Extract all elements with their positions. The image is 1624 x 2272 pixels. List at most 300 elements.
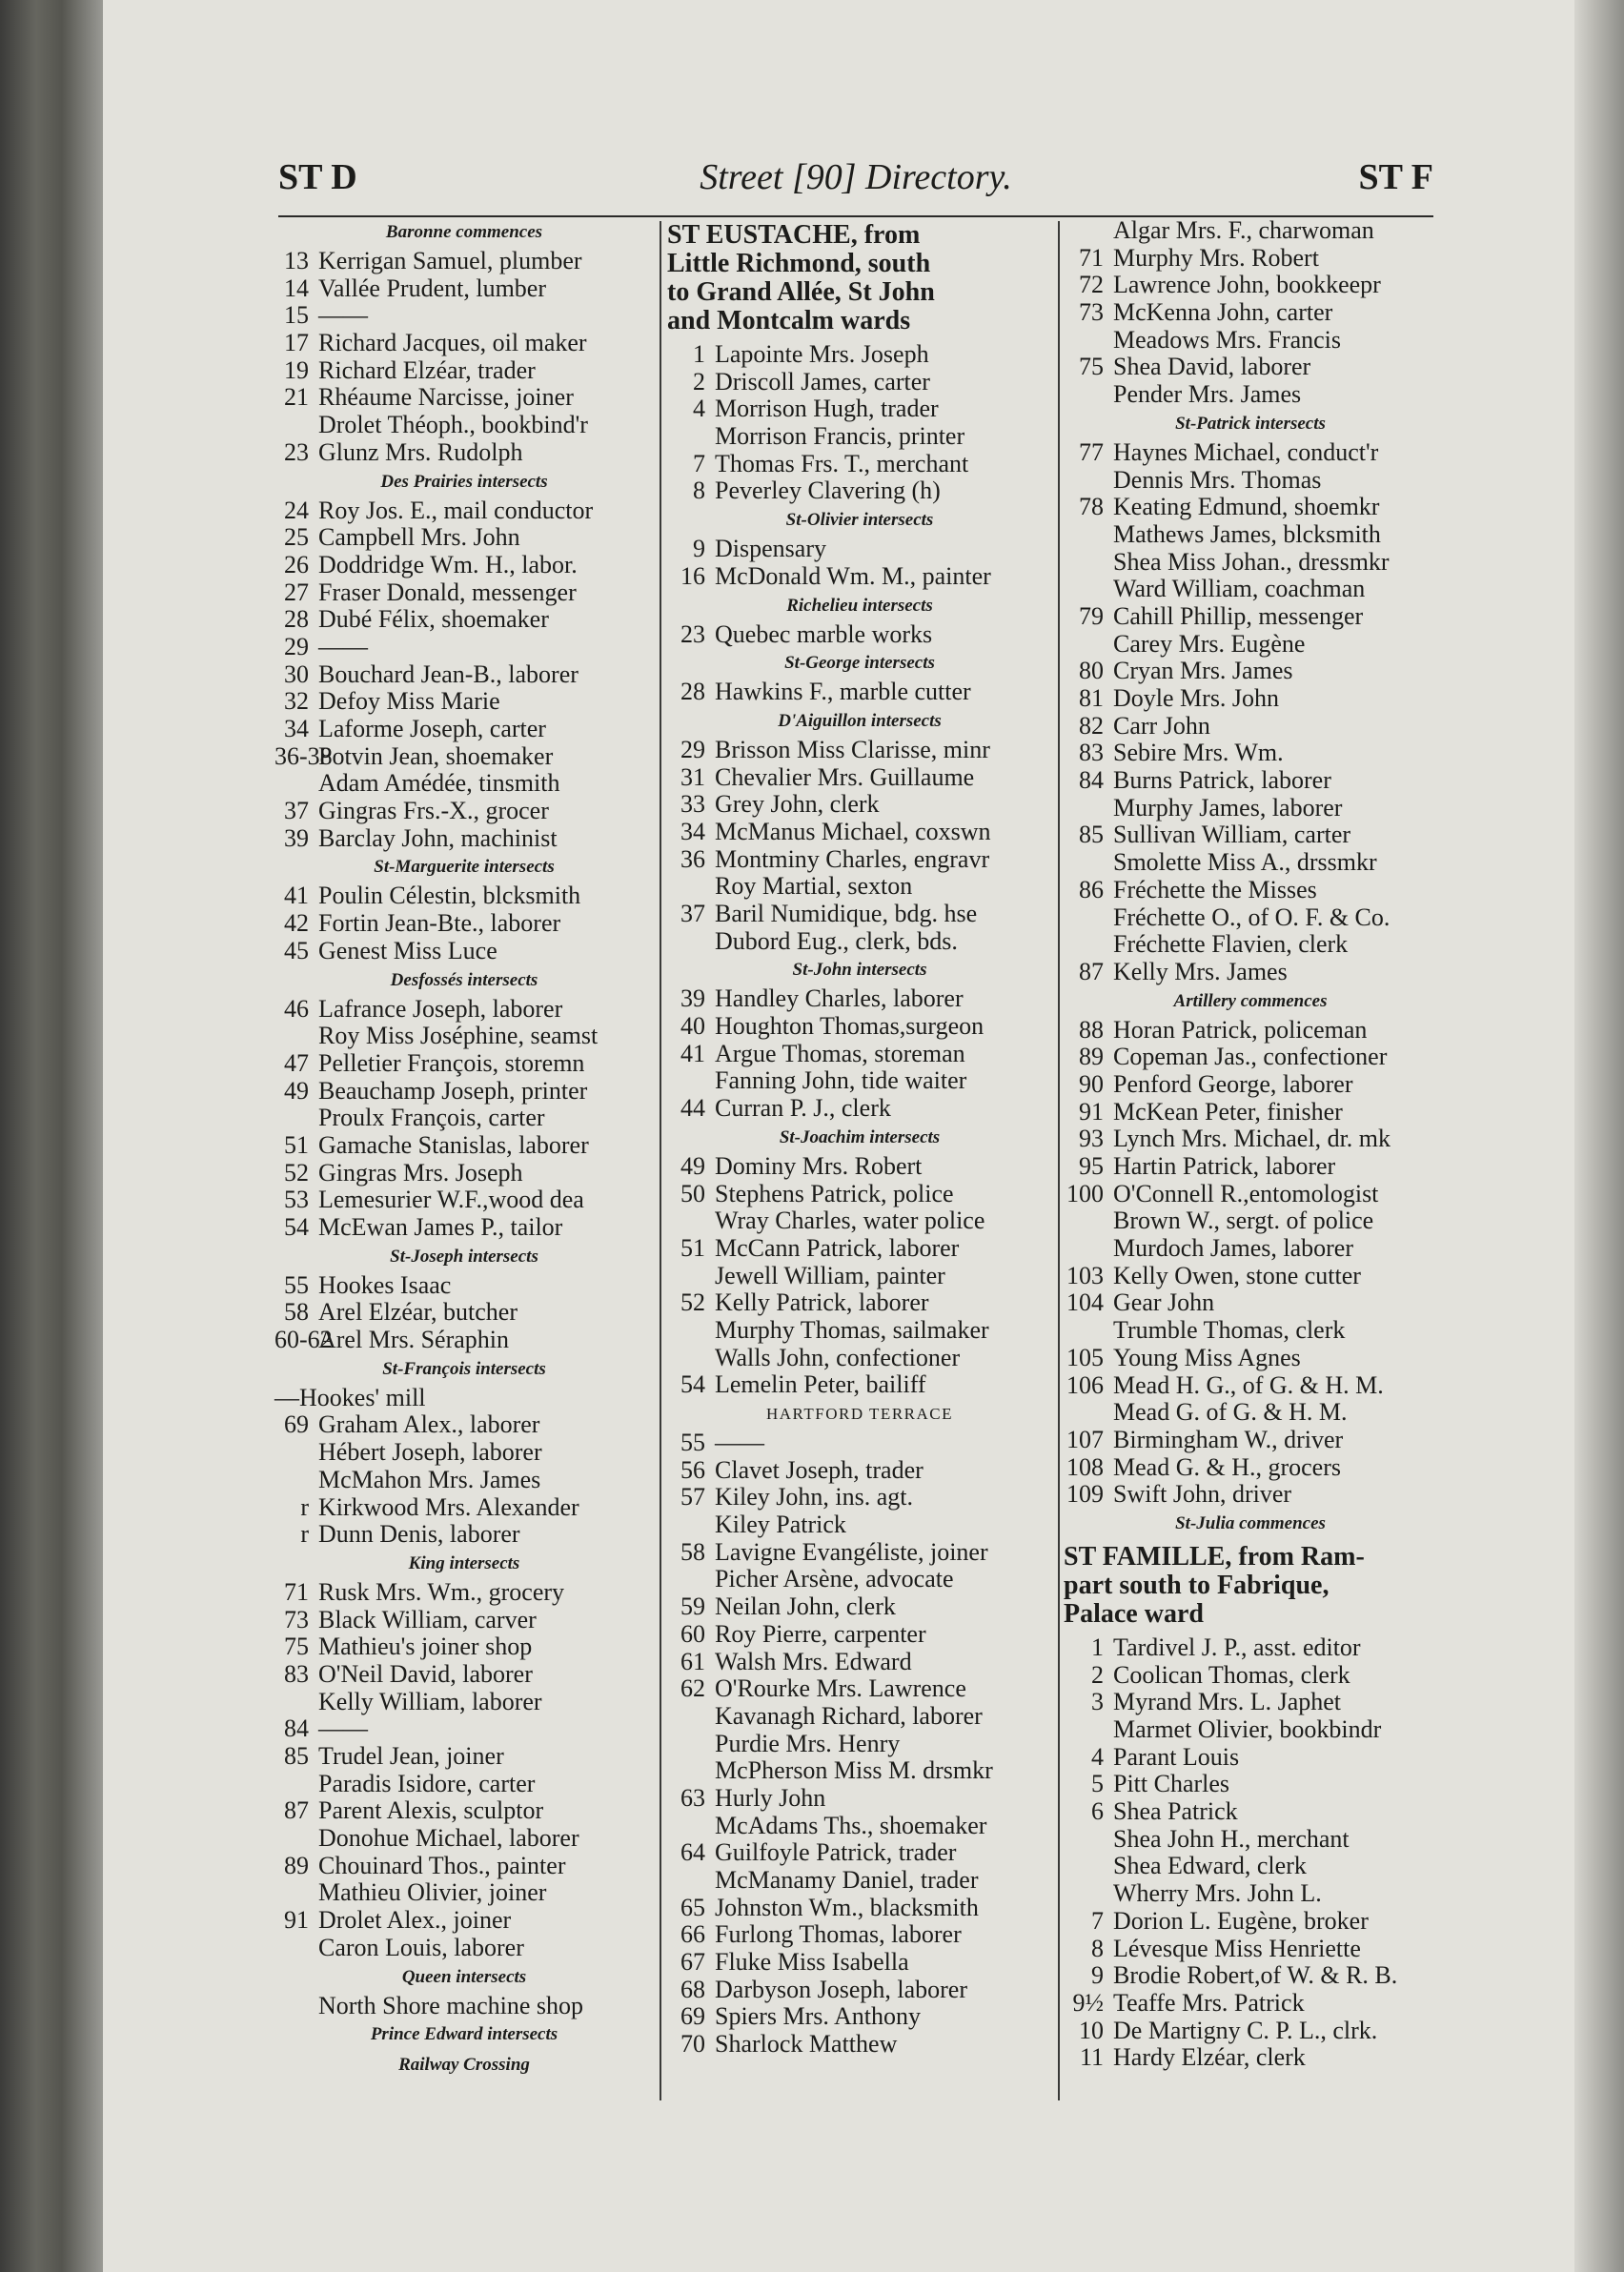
resident-entry: —— xyxy=(715,1429,764,1456)
resident-entry: Doyle Mrs. John xyxy=(1113,684,1280,712)
directory-entry xyxy=(1064,467,1437,495)
house-number xyxy=(667,423,715,451)
house-number: 82 xyxy=(1079,711,1104,740)
directory-entry xyxy=(667,1757,1052,1785)
directory-entry xyxy=(1064,1936,1437,1963)
resident-entry: Kelly Owen, stone cutter xyxy=(1113,1261,1361,1289)
directory-entry xyxy=(274,661,654,689)
directory-entry xyxy=(1064,767,1437,795)
directory-entry xyxy=(667,1263,1052,1290)
house-number: 51 xyxy=(284,1130,309,1159)
house-number: 19 xyxy=(284,355,309,384)
directory-entry xyxy=(274,634,654,661)
resident-entry: Arel Mrs. Séraphin xyxy=(318,1326,510,1354)
house-number: 39 xyxy=(284,823,309,852)
directory-entry xyxy=(274,1907,654,1935)
resident-entry: Darbyson Joseph, laborer xyxy=(715,1975,967,2003)
house-number xyxy=(667,1345,715,1372)
directory-entry xyxy=(1064,1263,1437,1290)
running-title: Street [90] Directory. xyxy=(700,157,1012,197)
directory-entry xyxy=(274,1935,654,1962)
resident-entry: McKean Peter, finisher xyxy=(1113,1097,1343,1126)
house-number: 32 xyxy=(284,687,309,716)
house-number: 89 xyxy=(284,1851,309,1879)
directory-entry xyxy=(274,1272,654,1300)
directory-entry xyxy=(1064,576,1437,603)
house-number xyxy=(667,1511,715,1539)
resident-entry: —— xyxy=(318,632,368,660)
directory-entry xyxy=(274,1607,654,1634)
directory-entry xyxy=(274,1385,654,1412)
house-number: 15 xyxy=(284,301,309,330)
directory-entry xyxy=(1064,1454,1437,1482)
house-number: 69 xyxy=(284,1410,309,1439)
house-number: 80 xyxy=(1079,657,1104,685)
house-number: 84 xyxy=(284,1714,309,1743)
resident-entry: Wray Charles, water police xyxy=(715,1207,985,1235)
directory-entry xyxy=(667,1153,1052,1181)
house-number: 107 xyxy=(1066,1425,1104,1453)
directory-entry xyxy=(274,1879,654,1907)
column-divider-2 xyxy=(1058,221,1060,2100)
house-number: 14 xyxy=(284,274,309,302)
section-right-label: ST F xyxy=(1358,157,1433,197)
resident-entry: Picher Arsène, advocate xyxy=(715,1565,954,1593)
directory-entry xyxy=(274,1327,654,1354)
resident-entry: Young Miss Agnes xyxy=(1113,1343,1301,1371)
house-number: 13 xyxy=(284,247,309,274)
resident-entry: —Hookes' mill xyxy=(274,1383,426,1411)
house-number: 65 xyxy=(680,1893,705,1921)
directory-entry xyxy=(1064,1634,1437,1662)
directory-entry xyxy=(274,688,654,716)
street-heading xyxy=(1064,1539,1437,1634)
house-number: 108 xyxy=(1066,1452,1104,1481)
resident-entry: Spiers Mrs. Anthony xyxy=(715,2002,921,2031)
directory-entry xyxy=(274,384,654,412)
resident-entry: Stephens Patrick, police xyxy=(715,1179,954,1207)
resident-entry: Richard Elzéar, trader xyxy=(318,355,536,384)
house-number xyxy=(667,1067,715,1095)
resident-entry: Sebire Mrs. Wm. xyxy=(1113,739,1284,767)
resident-entry: Richard Jacques, oil maker xyxy=(318,329,587,357)
resident-entry: Dubord Eug., clerk, bds. xyxy=(715,926,958,955)
directory-entry xyxy=(274,1214,654,1242)
resident-entry: McAdams Ths., shoemaker xyxy=(715,1811,987,1839)
house-number: 33 xyxy=(680,790,705,819)
resident-entry: Kelly Patrick, laborer xyxy=(715,1288,929,1317)
resident-entry: Sullivan William, carter xyxy=(1113,821,1351,849)
resident-entry: Ward William, coachman xyxy=(1113,575,1366,603)
house-number xyxy=(274,412,318,439)
house-number: 1 xyxy=(693,340,705,368)
house-number: 83 xyxy=(1079,739,1104,767)
resident-entry: Hébert Joseph, laborer xyxy=(318,1438,542,1467)
cross-street-note: Queen intersects xyxy=(401,1966,527,1987)
directory-entry xyxy=(1064,877,1437,904)
directory-entry xyxy=(1064,1181,1437,1208)
house-number: 25 xyxy=(284,523,309,552)
resident-entry: Paradis Isidore, carter xyxy=(318,1769,536,1797)
resident-entry: Pelletier François, storemn xyxy=(318,1048,585,1077)
directory-entry xyxy=(667,985,1052,1013)
house-number xyxy=(1064,576,1113,603)
directory-entry xyxy=(1064,439,1437,467)
directory-column-2 xyxy=(667,217,1052,2059)
resident-entry: Penford George, laborer xyxy=(1113,1069,1353,1098)
resident-entry: Poulin Célestin, blcksmith xyxy=(318,882,581,910)
house-number xyxy=(667,1263,715,1290)
house-number: 60-62 xyxy=(274,1326,333,1354)
resident-entry: Mathews James, blcksmith xyxy=(1113,519,1381,548)
house-number: 68 xyxy=(680,1975,705,2003)
resident-entry: Lemesurier W.F.,wood dea xyxy=(318,1186,584,1214)
resident-entry: Algar Mrs. F., charwoman xyxy=(1113,216,1374,244)
resident-entry: Kiley John, ins. agt. xyxy=(715,1483,913,1511)
house-number: 95 xyxy=(1079,1152,1104,1180)
resident-entry: Kelly William, laborer xyxy=(318,1687,542,1715)
cross-street-note: D'Aiguillon intersects xyxy=(778,710,942,731)
resident-entry: Brown W., sergt. of police xyxy=(1113,1207,1374,1235)
resident-entry: Potvin Jean, shoemaker xyxy=(318,741,554,770)
house-number: 34 xyxy=(680,817,705,845)
directory-entry xyxy=(667,1511,1052,1539)
house-number: 11 xyxy=(1079,2043,1104,2072)
resident-entry: Dunn Denis, laborer xyxy=(318,1520,520,1549)
resident-entry: Roy Miss Joséphine, seamst xyxy=(318,1022,599,1050)
resident-entry: Black William, carver xyxy=(318,1605,537,1633)
directory-entry xyxy=(1064,1345,1437,1372)
house-number: 5 xyxy=(1091,1770,1104,1798)
directory-entry xyxy=(667,423,1052,451)
house-number: 100 xyxy=(1066,1179,1104,1207)
resident-entry: Mead G. & H., grocers xyxy=(1113,1452,1341,1481)
house-number: 54 xyxy=(680,1370,705,1399)
section-left-label: ST D xyxy=(278,157,357,197)
resident-entry: Lemelin Peter, bailiff xyxy=(715,1370,926,1399)
house-number: 36 xyxy=(680,844,705,873)
directory-entry xyxy=(1064,1689,1437,1716)
house-number: 39 xyxy=(680,984,705,1013)
directory-entry xyxy=(1064,1826,1437,1854)
resident-entry: Fluke Miss Isabella xyxy=(715,1948,909,1977)
directory-entry xyxy=(667,1345,1052,1372)
house-number: 71 xyxy=(284,1577,309,1606)
house-number: 3 xyxy=(1091,1688,1104,1716)
house-number xyxy=(1064,1317,1113,1345)
resident-entry: Donohue Michael, laborer xyxy=(318,1824,579,1853)
directory-entry xyxy=(274,798,654,825)
directory-entry xyxy=(1064,1235,1437,1263)
house-number xyxy=(1064,1853,1113,1880)
directory-entry xyxy=(667,1181,1052,1208)
directory-entry xyxy=(274,1299,654,1327)
resident-entry: Hartin Patrick, laborer xyxy=(1113,1152,1336,1180)
directory-entry xyxy=(667,928,1052,956)
directory-entry xyxy=(274,1633,654,1661)
directory-entry xyxy=(667,1593,1052,1621)
house-number: 28 xyxy=(284,605,309,634)
resident-entry: McKenna John, carter xyxy=(1113,298,1333,327)
house-number: 69 xyxy=(680,2002,705,2031)
resident-entry: Sharlock Matthew xyxy=(715,2030,898,2059)
resident-entry: Birmingham W., driver xyxy=(1113,1425,1344,1453)
street-heading-line: part south to Fabrique, xyxy=(1064,1570,1330,1600)
cross-street-note: Artillery commences xyxy=(1173,990,1328,1011)
house-number: 86 xyxy=(1079,875,1104,903)
house-number xyxy=(1064,931,1113,959)
directory-entry xyxy=(274,1579,654,1607)
resident-entry: Walsh Mrs. Edward xyxy=(715,1647,912,1675)
directory-entry xyxy=(274,910,654,938)
resident-entry: Kavanagh Richard, laborer xyxy=(715,1701,983,1730)
terrace-heading: HARTFORD TERRACE xyxy=(766,1405,953,1423)
resident-entry: Morrison Francis, printer xyxy=(715,422,965,451)
house-number: 42 xyxy=(284,909,309,938)
directory-entry xyxy=(274,412,654,439)
resident-entry: Cahill Phillip, messenger xyxy=(1113,601,1364,630)
house-number xyxy=(1064,549,1113,577)
resident-entry: McEwan James P., tailor xyxy=(318,1213,563,1241)
directory-entry xyxy=(1064,1044,1437,1071)
resident-entry: North Shore machine shop xyxy=(318,1991,584,2019)
resident-entry: Peverley Clavering (h) xyxy=(715,477,941,505)
house-number: 62 xyxy=(680,1674,705,1703)
resident-entry: Carr John xyxy=(1113,711,1210,740)
house-number: 34 xyxy=(284,715,309,742)
directory-entry xyxy=(274,1743,654,1771)
resident-entry: Montminy Charles, engravr xyxy=(715,844,990,873)
directory-entry xyxy=(667,846,1052,874)
resident-entry: Shea Miss Johan., dressmkr xyxy=(1113,547,1390,576)
resident-entry: Fanning John, tide waiter xyxy=(715,1066,967,1095)
directory-entry xyxy=(667,1895,1052,1922)
directory-entry xyxy=(667,1013,1052,1041)
house-number: 105 xyxy=(1066,1343,1104,1371)
house-number: 93 xyxy=(1079,1125,1104,1153)
directory-entry xyxy=(667,621,1052,649)
directory-entry xyxy=(274,357,654,385)
resident-entry: Keating Edmund, shoemkr xyxy=(1113,493,1380,521)
resident-entry: Smolette Miss A., drssmkr xyxy=(1113,848,1377,877)
resident-entry: McDonald Wm. M., painter xyxy=(715,561,991,590)
house-number: 51 xyxy=(680,1233,705,1262)
house-number: 37 xyxy=(284,797,309,825)
directory-column-1 xyxy=(274,217,654,2080)
resident-entry: Murphy Thomas, sailmaker xyxy=(715,1315,989,1344)
resident-entry: —— xyxy=(318,1714,368,1743)
house-number: 50 xyxy=(680,1179,705,1207)
resident-entry: Argue Thomas, storeman xyxy=(715,1039,965,1067)
directory-entry xyxy=(667,341,1052,369)
resident-entry: Kerrigan Samuel, plumber xyxy=(318,247,582,274)
resident-entry: Dominy Mrs. Robert xyxy=(715,1151,923,1180)
resident-entry: Kirkwood Mrs. Alexander xyxy=(318,1492,579,1521)
resident-entry: Rusk Mrs. Wm., grocery xyxy=(318,1577,565,1606)
directory-entry xyxy=(667,737,1052,764)
house-number: 26 xyxy=(284,550,309,578)
resident-entry: Proulx François, carter xyxy=(318,1104,545,1132)
directory-entry xyxy=(667,1566,1052,1593)
house-number: 78 xyxy=(1079,493,1104,521)
house-number: 73 xyxy=(284,1605,309,1633)
directory-entry xyxy=(667,764,1052,792)
house-number: 85 xyxy=(284,1742,309,1770)
resident-entry: Curran P. J., clerk xyxy=(715,1094,891,1123)
resident-entry: Handley Charles, laborer xyxy=(715,984,964,1013)
house-number: 16 xyxy=(680,561,705,590)
directory-entry xyxy=(667,1041,1052,1068)
resident-entry: Houghton Thomas,surgeon xyxy=(715,1012,985,1041)
directory-entry xyxy=(1064,381,1437,409)
directory-entry xyxy=(274,1023,654,1050)
resident-entry: Arel Elzéar, butcher xyxy=(318,1298,518,1327)
page-header xyxy=(278,156,1433,213)
resident-entry: —— xyxy=(318,301,368,330)
house-number: 83 xyxy=(284,1659,309,1688)
directory-entry xyxy=(1064,740,1437,767)
directory-entry xyxy=(667,1867,1052,1895)
house-number: 9 xyxy=(693,535,705,563)
resident-entry: Swift John, driver xyxy=(1113,1480,1292,1509)
directory-entry xyxy=(667,1317,1052,1345)
house-number: 36-38 xyxy=(274,741,333,770)
directory-entry xyxy=(274,579,654,607)
house-number xyxy=(1064,1826,1113,1854)
resident-entry: O'Rourke Mrs. Lawrence xyxy=(715,1674,966,1703)
directory-entry xyxy=(1064,849,1437,877)
house-number: 49 xyxy=(284,1076,309,1105)
resident-entry: Haynes Michael, conduct'r xyxy=(1113,437,1379,466)
directory-entry xyxy=(1064,904,1437,932)
resident-entry: O'Connell R.,entomologist xyxy=(1113,1179,1379,1207)
resident-entry: Jewell William, painter xyxy=(715,1261,945,1289)
house-number: 41 xyxy=(680,1039,705,1067)
house-number: 7 xyxy=(1091,1906,1104,1935)
resident-entry: Gingras Mrs. Joseph xyxy=(318,1158,523,1187)
directory-entry xyxy=(667,819,1052,846)
resident-entry: Carey Mrs. Eugène xyxy=(1113,629,1306,658)
house-number xyxy=(1064,1399,1113,1427)
directory-entry xyxy=(1064,327,1437,355)
house-number: 104 xyxy=(1066,1288,1104,1317)
directory-entry xyxy=(1064,217,1437,245)
resident-entry: Murphy Mrs. Robert xyxy=(1113,243,1319,272)
house-number: 60 xyxy=(680,1619,705,1648)
resident-entry: Lapointe Mrs. Joseph xyxy=(715,340,929,368)
resident-entry: Clavet Joseph, trader xyxy=(715,1455,924,1484)
resident-entry: McManamy Daniel, trader xyxy=(715,1866,979,1894)
directory-entry xyxy=(667,563,1052,591)
resident-entry: Neilan John, clerk xyxy=(715,1592,896,1621)
directory-entry xyxy=(667,1649,1052,1676)
resident-entry: Coolican Thomas, clerk xyxy=(1113,1660,1350,1689)
resident-entry: Shea John H., merchant xyxy=(1113,1824,1350,1853)
house-number: 56 xyxy=(680,1455,705,1484)
house-number: r xyxy=(300,1492,309,1521)
resident-entry: Beauchamp Joseph, printer xyxy=(318,1076,588,1105)
house-number: 40 xyxy=(680,1012,705,1041)
resident-entry: De Martigny C. P. L., clrk. xyxy=(1113,2016,1378,2044)
resident-entry: Pitt Charles xyxy=(1113,1770,1230,1798)
resident-entry: Baril Numidique, bdg. hse xyxy=(715,900,978,927)
directory-entry xyxy=(667,477,1052,505)
house-number: 8 xyxy=(1091,1934,1104,1962)
house-number: 29 xyxy=(284,632,309,660)
directory-entry xyxy=(1064,1990,1437,2018)
directory-entry xyxy=(667,1839,1052,1867)
house-number: 87 xyxy=(1079,957,1104,985)
resident-entry: Trumble Thomas, clerk xyxy=(1113,1316,1346,1345)
directory-entry xyxy=(1064,2018,1437,2045)
house-number: 7 xyxy=(693,449,705,477)
street-heading-line: Little Richmond, south xyxy=(667,249,931,278)
directory-entry xyxy=(274,1993,654,2020)
directory-entry xyxy=(274,1105,654,1132)
house-number: 67 xyxy=(680,1948,705,1977)
house-number: 9 xyxy=(1091,1961,1104,1990)
cross-street-note: St-Marguerite intersects xyxy=(374,857,555,878)
directory-entry xyxy=(667,1539,1052,1567)
house-number: 89 xyxy=(1079,1043,1104,1071)
directory-entry xyxy=(1064,1207,1437,1235)
house-number xyxy=(274,1439,318,1467)
directory-entry xyxy=(1064,549,1437,577)
house-number: 75 xyxy=(284,1633,309,1661)
resident-entry: Trudel Jean, joiner xyxy=(318,1742,504,1770)
house-number: 47 xyxy=(284,1048,309,1077)
resident-entry: Dubé Félix, shoemaker xyxy=(318,605,549,634)
house-number: 23 xyxy=(680,619,705,648)
house-number: 109 xyxy=(1066,1480,1104,1509)
house-number xyxy=(667,873,715,901)
house-number xyxy=(274,1771,318,1798)
house-number xyxy=(667,1317,715,1345)
house-number: 27 xyxy=(284,578,309,606)
resident-entry: Fraser Donald, messenger xyxy=(318,578,577,606)
resident-entry: Murphy James, laborer xyxy=(1113,793,1343,822)
house-number xyxy=(1064,521,1113,549)
house-number xyxy=(667,1757,715,1785)
directory-entry xyxy=(274,552,654,579)
resident-entry: Burns Patrick, laborer xyxy=(1113,766,1331,795)
directory-entry xyxy=(274,1853,654,1880)
house-number: 6 xyxy=(1091,1797,1104,1826)
directory-entry xyxy=(274,606,654,634)
resident-entry: Shea Patrick xyxy=(1113,1797,1238,1826)
house-number: 58 xyxy=(284,1298,309,1327)
directory-entry xyxy=(667,1484,1052,1511)
house-number: 91 xyxy=(284,1906,309,1935)
directory-entry xyxy=(667,369,1052,396)
page-edge xyxy=(1574,0,1624,2272)
resident-entry: Dennis Mrs. Thomas xyxy=(1113,465,1322,494)
house-number: 58 xyxy=(680,1537,705,1566)
house-number xyxy=(274,1993,318,2020)
directory-entry xyxy=(274,1439,654,1467)
house-number: 2 xyxy=(693,367,705,396)
house-number: 64 xyxy=(680,1838,705,1867)
resident-entry: Gear John xyxy=(1113,1288,1215,1317)
resident-entry: Marmet Olivier, bookbindr xyxy=(1113,1715,1382,1743)
resident-entry: Lavigne Evangéliste, joiner xyxy=(715,1537,988,1566)
directory-entry xyxy=(274,1689,654,1716)
directory-entry xyxy=(274,1050,654,1078)
directory-entry xyxy=(1064,1153,1437,1181)
resident-entry: Mead G. of G. & H. M. xyxy=(1113,1398,1348,1427)
cross-street-note: Baronne commences xyxy=(385,222,543,242)
house-number: 87 xyxy=(284,1796,309,1825)
